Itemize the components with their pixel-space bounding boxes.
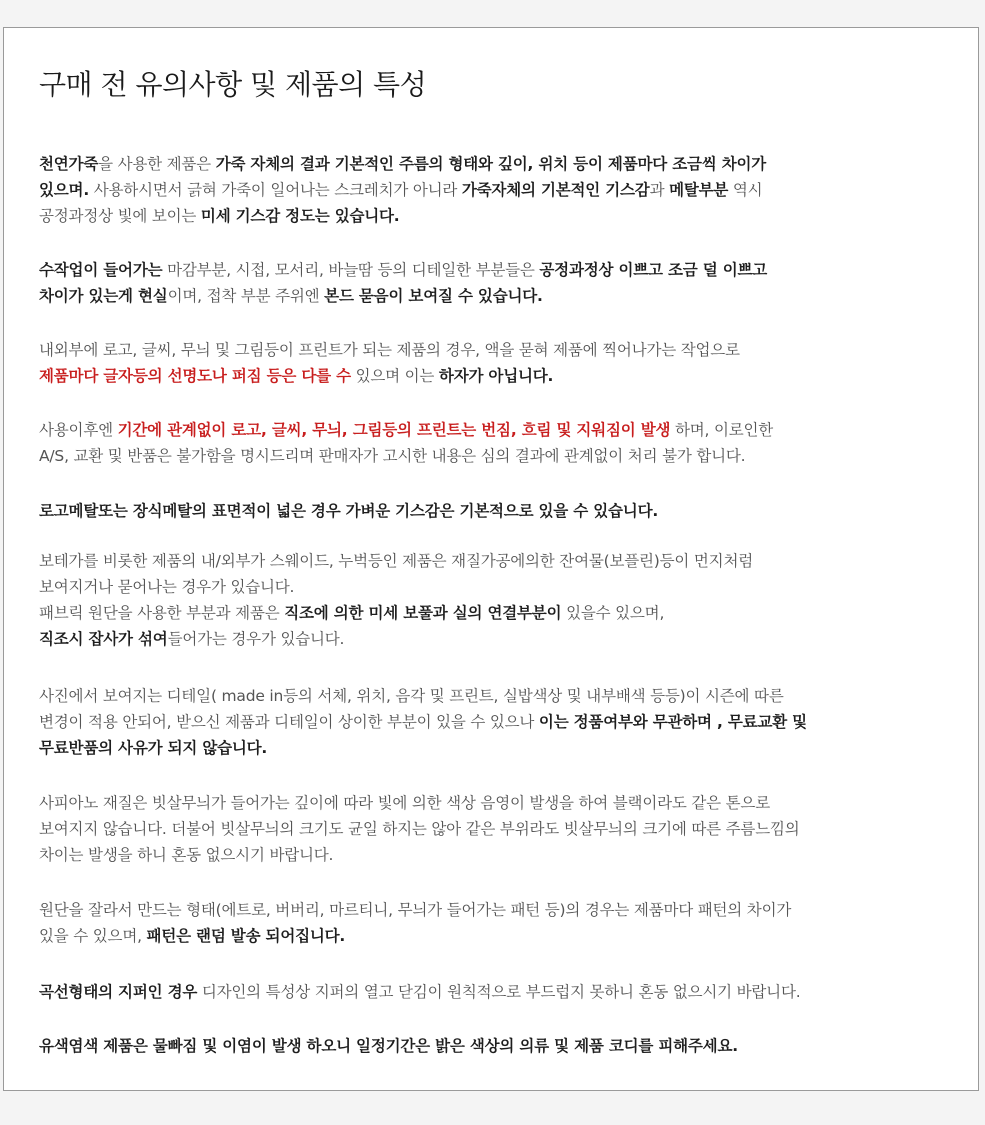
paragraph-saffiano bbox=[39, 790, 959, 868]
page-title: 구매 전 유의사항 및 제품의 특성 bbox=[39, 68, 427, 101]
text-line bbox=[39, 1033, 959, 1059]
text-line bbox=[39, 735, 959, 761]
emphasis-text: 미세 기스감 정도는 있습니다. bbox=[200, 207, 400, 225]
warning-text: 제품마다 글자등의 선명도나 퍼짐 등은 다를 수 bbox=[39, 367, 351, 385]
body-text: 차이는 발생을 하니 혼동 없으시기 바랍니다. bbox=[39, 846, 334, 864]
paragraph-dye bbox=[39, 1033, 959, 1059]
body-text: 이며, 접착 부분 주위엔 bbox=[167, 287, 325, 305]
emphasis-text: 직조시 잡사가 섞여 bbox=[39, 630, 168, 648]
body-text: 마감부분, 시접, 모서리, 바늘땀 등의 디테일한 부분들은 bbox=[162, 261, 540, 279]
warning-text: 기간에 관계없이 로고, 글씨, 무늬, 그림등의 프린트는 번짐, 흐림 및 지워짐이 발생 bbox=[117, 421, 671, 439]
text-line bbox=[39, 151, 959, 177]
body-text: 있으며 이는 bbox=[350, 367, 439, 385]
emphasis-text: 곡선형태의 지퍼인 경우 bbox=[39, 983, 198, 1001]
emphasis-text: 천연가죽 bbox=[39, 155, 99, 173]
text-line bbox=[39, 203, 959, 229]
paragraph-photo-detail bbox=[39, 683, 959, 761]
emphasis-text: 로고메탈또는 장식메탈의 표면적이 넓은 경우 가벼운 기스감은 기본적으로 있을 수 있습니다. bbox=[39, 502, 659, 520]
text-line bbox=[39, 979, 959, 1005]
paragraph-after-use bbox=[39, 417, 959, 469]
body-text: 들어가는 경우가 있습니다. bbox=[167, 630, 345, 648]
emphasis-text: 유색염색 제품은 물빠짐 및 이염이 발생 하오니 일정기간은 밝은 색상의 의류 및 제품 코디를 피해주세요. bbox=[39, 1037, 738, 1055]
body-text: 역시 bbox=[728, 181, 763, 199]
emphasis-text: 가죽자체의 기본적인 기스감 bbox=[461, 181, 650, 199]
body-text: 있을수 있으며, bbox=[561, 604, 665, 622]
body-text: 변경이 적용 안되어, 받으신 제품과 디테일이 상이한 부분이 있을 수 있으나 bbox=[39, 713, 539, 731]
emphasis-text: 가죽 자체의 결과 기본적인 주름의 형태와 깊이, 위치 등이 제품마다 조금씩 차이가 bbox=[215, 155, 767, 173]
text-line bbox=[39, 683, 959, 709]
body-text: 보여지지 않습니다. 더불어 빗살무늬의 크기도 균일 하지는 않아 같은 부위라도 빗살무늬의 크기에 따른 주름느낌의 bbox=[39, 820, 800, 838]
body-text: 디자인의 특성상 지퍼의 열고 닫김이 원칙적으로 부드럽지 못하니 혼동 없으시기 바랍니다. bbox=[197, 983, 801, 1001]
text-line bbox=[39, 842, 959, 868]
body-text: 내외부에 로고, 글씨, 무늬 및 그림등이 프린트가 되는 제품의 경우, 액을 묻혀 제품에 찍어나가는 작업으로 bbox=[39, 341, 740, 359]
text-line bbox=[39, 548, 959, 574]
body-text: 사용이후엔 bbox=[39, 421, 118, 439]
body-text: 있을 수 있으며, bbox=[39, 927, 147, 945]
body-text: 사진에서 보여지는 디테일( made in등의 서체, 위치, 음각 및 프린트, 실밥색상 및 내부배색 등등)이 시즌에 따른 bbox=[39, 687, 784, 705]
paragraph-print bbox=[39, 337, 959, 389]
text-line bbox=[39, 574, 959, 600]
emphasis-text: 하자가 아닙니다. bbox=[438, 367, 554, 385]
text-line bbox=[39, 283, 959, 309]
text-line bbox=[39, 790, 959, 816]
emphasis-text: 이는 정품여부와 무관하며 , 무료교환 및 bbox=[538, 713, 807, 731]
body-text: 공정과정상 빛에 보이는 bbox=[39, 207, 201, 225]
emphasis-text: 공정과정상 이쁘고 조금 덜 이쁘고 bbox=[539, 261, 768, 279]
body-text: 사용하시면서 긁혀 가죽이 일어나는 스크레치가 아니라 bbox=[89, 181, 462, 199]
emphasis-text: 메탈부분 bbox=[669, 181, 729, 199]
text-line bbox=[39, 257, 959, 283]
body-text: 원단을 잘라서 만드는 형태(에트로, 버버리, 마르티니, 무늬가 들어가는 패턴 등)의 경우는 제품마다 패턴의 차이가 bbox=[39, 901, 792, 919]
text-line bbox=[39, 709, 959, 735]
body-text: 패브릭 원단을 사용한 부분과 제품은 bbox=[39, 604, 285, 622]
text-line bbox=[39, 443, 959, 469]
emphasis-text: 패턴은 랜덤 발송 되어집니다. bbox=[146, 927, 346, 945]
text-line bbox=[39, 600, 959, 626]
emphasis-text: 차이가 있는게 현실 bbox=[39, 287, 168, 305]
body-text: 보테가를 비롯한 제품의 내/외부가 스웨이드, 누벅등인 제품은 재질가공에의한 잔여물(보플린)등이 먼지처럼 bbox=[39, 552, 754, 570]
emphasis-text: 무료반품의 사유가 되지 않습니다. bbox=[39, 739, 268, 757]
emphasis-text: 직조에 의한 미세 보풀과 실의 연결부분이 bbox=[284, 604, 562, 622]
text-line bbox=[39, 923, 959, 949]
paragraph-zipper bbox=[39, 979, 959, 1005]
text-line bbox=[39, 177, 959, 203]
text-line bbox=[39, 626, 959, 652]
body-text: 하며, 이로인한 bbox=[670, 421, 774, 439]
body-text: 사피아노 재질은 빗살무늬가 들어가는 깊이에 따라 빛에 의한 색상 음영이 발생을 하여 블랙이라도 같은 톤으로 bbox=[39, 794, 770, 812]
paragraph-leather bbox=[39, 151, 959, 229]
text-line bbox=[39, 498, 959, 524]
paragraph-suede-fabric bbox=[39, 548, 959, 652]
text-line bbox=[39, 897, 959, 923]
paragraph-handwork bbox=[39, 257, 959, 309]
emphasis-text: 본드 묻음이 보여질 수 있습니다. bbox=[324, 287, 543, 305]
paragraph-logo-metal bbox=[39, 498, 959, 524]
emphasis-text: 수작업이 들어가는 bbox=[39, 261, 163, 279]
emphasis-text: 있으며. bbox=[39, 181, 90, 199]
body-text: A/S, 교환 및 반품은 불가함을 명시드리며 판매자가 고시한 내용은 심의 결과에 관계없이 처리 불가 합니다. bbox=[39, 447, 746, 465]
notice-box bbox=[3, 27, 979, 1091]
text-line bbox=[39, 337, 959, 363]
text-line bbox=[39, 363, 959, 389]
paragraph-pattern bbox=[39, 897, 959, 949]
body-text: 을 사용한 제품은 bbox=[98, 155, 216, 173]
body-text: 과 bbox=[649, 181, 670, 199]
text-line bbox=[39, 417, 959, 443]
text-line bbox=[39, 816, 959, 842]
body-text: 보여지거나 묻어나는 경우가 있습니다. bbox=[39, 578, 295, 596]
